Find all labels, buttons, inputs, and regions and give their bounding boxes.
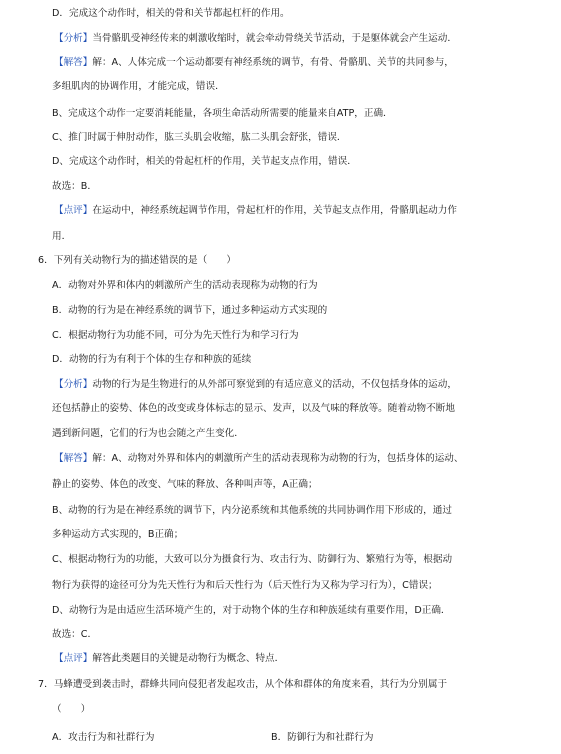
answer-line	[54, 57, 454, 69]
q6-comment-line	[54, 653, 284, 665]
analysis-line	[54, 33, 457, 45]
comment-cont-line	[52, 231, 71, 243]
line-text: B．动物的行为是在神经系统的调节下，通过多种运动方式实现的	[52, 305, 328, 316]
line-text: B、动物的行为是在神经系统的调节下，内分泌系统和其他系统的共同协调作用下形成的，通过	[52, 505, 452, 516]
line-text: D．动物的行为有利于个体的生存和种族的延续	[52, 354, 252, 365]
section-tag: 【点评】	[54, 653, 93, 664]
line-text: 多组肌肉的协调作用，才能完成，错误．	[52, 81, 225, 92]
q6-analysis-cont-2	[52, 428, 244, 440]
line-text: 多种运动方式实现的，B正确；	[52, 529, 184, 540]
q6-analysis-cont-1	[52, 403, 455, 415]
q7-options-ab	[52, 732, 374, 744]
line-text: 动物的行为是生物进行的从外部可察觉到的有适应意义的活动，不仅包括身体的运动，	[92, 379, 457, 390]
section-tag: 【分析】	[54, 33, 93, 44]
section-tag: 【解答】	[54, 57, 93, 68]
line-text: D、完成这个动作时，相关的骨起杠杆的作用，关节起支点作用，错误．	[52, 156, 357, 167]
q6-option-b	[52, 305, 327, 317]
line-text: 还包括静止的姿势、体色的改变或身体标志的显示、发声，以及气味的释放等。随着动物不断地	[52, 403, 455, 414]
line-text: C、根据动物行为的功能，大致可以分为摄食行为、攻击行为、防御行为、繁殖行为等，根据动	[52, 554, 453, 565]
question-7-stem	[38, 679, 447, 691]
q6-answer-b	[52, 505, 452, 517]
q6-answer-b-cont	[52, 529, 183, 541]
section-tag: 【分析】	[54, 379, 93, 390]
q6-answer-c	[52, 554, 452, 566]
line-text: 7．马蜂遭受到袭击时，群蜂共同向侵犯者发起攻击，从个体和群体的角度来看，其行为分别属于	[38, 679, 448, 690]
line-text: 解：A、动物对外界和体内的刺激所产生的活动表现称为动物的行为，包括身体的运动、	[92, 453, 464, 464]
line-text: 物行为获得的途径可分为先天性行为和后天性行为（后天性行为又称为学习行为），C错误；	[52, 580, 438, 591]
q6-option-c	[52, 330, 299, 342]
q6-answer-cont	[52, 479, 318, 491]
option-d-line	[52, 8, 290, 20]
line-text: 静止的姿势、体色的改变、气味的释放、各种叫声等，A正确；	[52, 479, 318, 490]
line-text: 6．下列有关动物行为的描述错误的是（ ）	[38, 255, 236, 266]
q6-option-a	[52, 280, 318, 292]
section-tag: 【解答】	[54, 453, 93, 464]
line-text: C、推门时属于伸肘动作，肱三头肌会收缩，肱二头肌会舒张，错误．	[52, 132, 347, 143]
line-text: A．攻击行为和社群行为	[52, 732, 155, 743]
line-text: 在运动中，神经系统起调节作用，骨起杠杆的作用，关节起支点作用，骨骼肌起动力作	[92, 205, 457, 216]
line-text: 解答此类题目的关键是动物行为概念、特点．	[92, 653, 285, 664]
comment-line	[54, 205, 457, 217]
answer-d-line	[52, 156, 357, 168]
line-text: （ ）	[52, 704, 91, 715]
answer-cont-line	[52, 81, 225, 93]
line-text: 用．	[52, 231, 72, 242]
question-6-stem	[38, 255, 236, 267]
q6-answer-line	[54, 453, 464, 465]
q6-option-d	[52, 354, 251, 366]
line-text: 当骨骼肌受神经传来的刺激收缩时，就会牵动骨绕关节活动，于是躯体就会产生运动．	[92, 33, 457, 44]
line-text: D、动物行为是由适应生活环境产生的，对于动物个体的生存和种族延续有重要作用，D正确．	[52, 605, 451, 616]
q6-analysis-line	[54, 379, 457, 391]
line-text: D．完成这个动作时，相关的骨和关节都起杠杆的作用。	[52, 8, 290, 19]
line-text: 故选：B．	[52, 181, 97, 192]
line-text: B、完成这个动作一定要消耗能量，各项生命活动所需要的能量来自ATP，正确．	[52, 108, 393, 119]
q7-stem-cont	[52, 704, 90, 716]
line-text: A．动物对外界和体内的刺激所产生的活动表现称为动物的行为	[52, 280, 318, 291]
q6-answer-c-cont	[52, 580, 438, 592]
line-text: 遇到新问题，它们的行为也会随之产生变化．	[52, 428, 244, 439]
section-tag: 【点评】	[54, 205, 93, 216]
line-text: C．根据动物行为功能不同，可分为先天性行为和学习行为	[52, 330, 299, 341]
q6-choice-line	[52, 629, 97, 641]
answer-b-line	[52, 108, 393, 120]
line-text: 解：A、人体完成一个运动都要有神经系统的调节，有骨、骨骼肌、关节的共同参与，	[92, 57, 454, 68]
line-text: 故选：C．	[52, 629, 98, 640]
q6-answer-d	[52, 605, 451, 617]
option-b-text: B．防御行为和社群行为	[271, 732, 374, 743]
choice-line	[52, 181, 97, 193]
answer-c-line	[52, 132, 347, 144]
